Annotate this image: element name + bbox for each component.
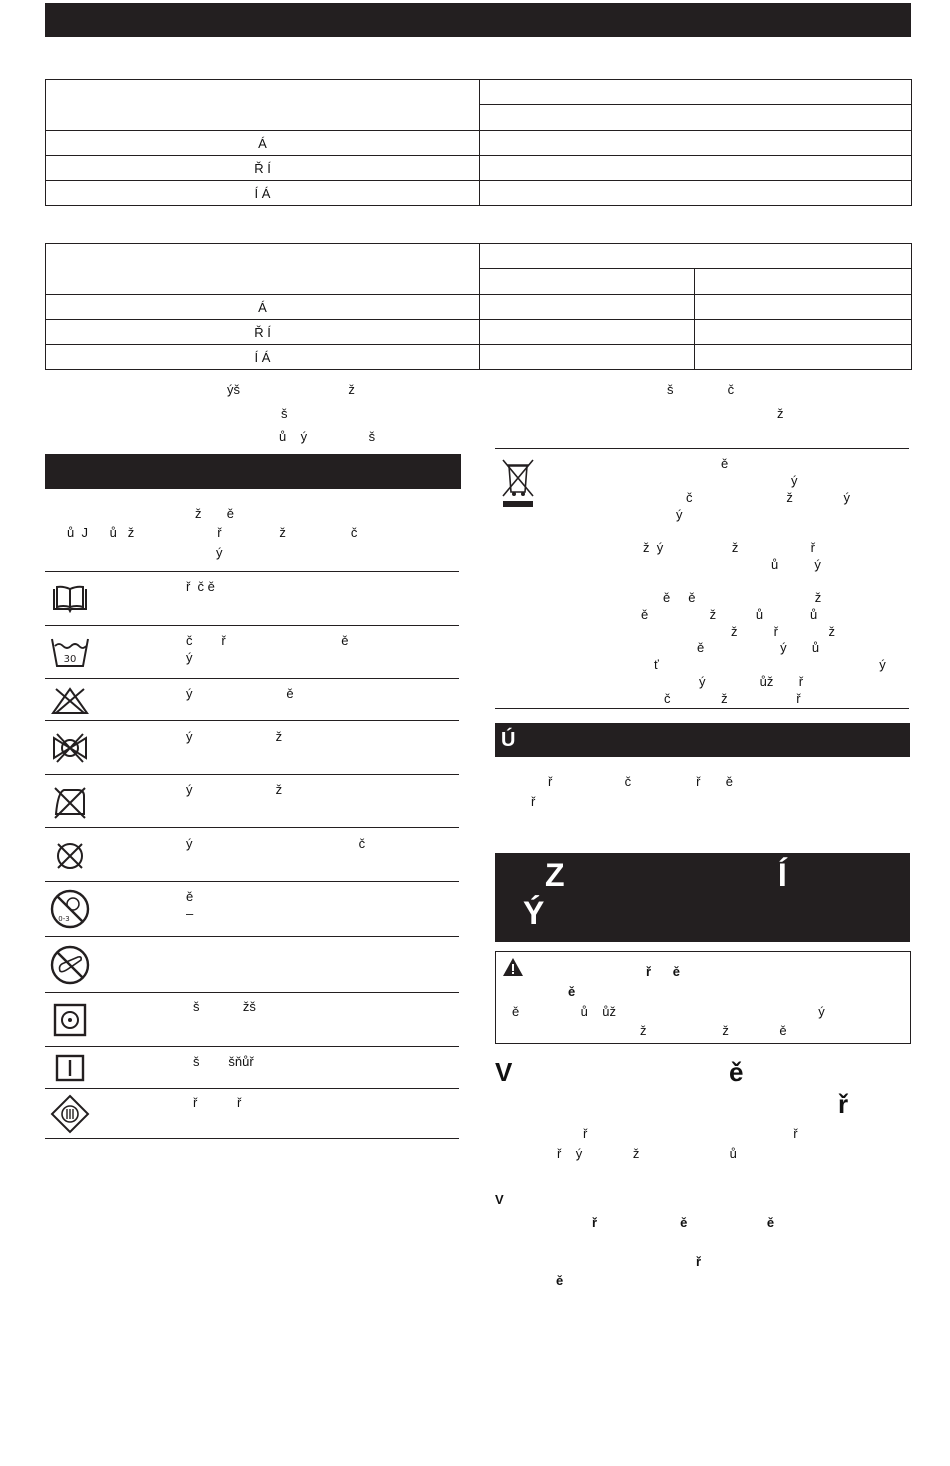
divider bbox=[45, 625, 459, 626]
care-item-text: š šňůř bbox=[193, 1054, 254, 1069]
table2-row-value bbox=[695, 295, 912, 320]
table1-row-value bbox=[480, 156, 912, 181]
table2-row-label: Ř Í bbox=[46, 320, 480, 345]
table2-header-cell bbox=[480, 269, 695, 295]
svg-text:30: 30 bbox=[63, 654, 77, 665]
safety-title-line: Z Í bbox=[545, 857, 787, 893]
body-line: ř ř bbox=[583, 1126, 798, 1141]
care-item-text: š žš bbox=[193, 999, 256, 1014]
divider bbox=[495, 708, 909, 709]
warning-line: ě ů ůž ý bbox=[512, 1004, 825, 1019]
left-paragraph-line: š bbox=[281, 406, 288, 421]
warning-triangle-icon bbox=[502, 957, 524, 980]
divider bbox=[495, 448, 909, 449]
no-dry-clean-icon bbox=[45, 834, 95, 878]
safety-section-bar bbox=[495, 853, 910, 942]
no-safety-pin-icon bbox=[45, 942, 95, 988]
crossed-bin-icon bbox=[500, 456, 536, 508]
class-i-icon bbox=[45, 1050, 95, 1086]
care-item-text: č ř ě ý bbox=[186, 633, 349, 665]
class-ii-icon bbox=[45, 998, 95, 1042]
weee-line: ě bbox=[721, 456, 729, 471]
subheading: V bbox=[495, 1192, 504, 1207]
no-tumble-dry-icon bbox=[45, 726, 95, 770]
table2-row-value bbox=[695, 345, 912, 370]
table1-row-label: Á bbox=[46, 131, 480, 156]
right-paragraph-line: ž bbox=[777, 406, 784, 421]
table1-header-cell bbox=[480, 105, 912, 131]
table2-row-value bbox=[480, 345, 695, 370]
care-item-text: ř č ě bbox=[186, 579, 215, 594]
care-intro-line: ž ě bbox=[195, 506, 235, 521]
no-iron-icon bbox=[45, 780, 95, 824]
table2-row-value bbox=[480, 320, 695, 345]
table1-row-label: Ř Í bbox=[46, 156, 480, 181]
care-item-text: ý ě bbox=[186, 686, 294, 701]
weee-line: ů ý bbox=[771, 557, 821, 572]
spec-table-2 bbox=[45, 243, 912, 370]
divider bbox=[45, 571, 459, 572]
svg-text:0-3: 0-3 bbox=[58, 915, 70, 923]
bold-line: ř bbox=[696, 1254, 702, 1269]
table2-row-label: Á bbox=[46, 295, 480, 320]
weee-line: ý bbox=[791, 473, 798, 488]
section-heading: V ě bbox=[495, 1057, 744, 1087]
purpose-text-line: ř č ř ě bbox=[548, 774, 733, 789]
weee-line: č ž ř bbox=[664, 691, 801, 706]
care-item-text: ě – bbox=[186, 889, 194, 921]
table2-header-cell bbox=[480, 244, 912, 269]
book-icon bbox=[45, 580, 95, 618]
table1-row-value bbox=[480, 181, 912, 206]
bold-line: ě bbox=[556, 1273, 564, 1288]
divider bbox=[45, 678, 459, 679]
weee-line: ž ř ž bbox=[731, 624, 836, 639]
table1-header-cell bbox=[480, 80, 912, 105]
table2-header-cell bbox=[46, 244, 480, 295]
weee-line: ě ý ů bbox=[697, 640, 820, 655]
weee-line: ý ůž ř bbox=[699, 674, 804, 689]
weee-line: ž ý ž ř bbox=[643, 540, 815, 555]
warning-line: ř ě bbox=[646, 964, 680, 979]
warning-line: ž ž ě bbox=[640, 1023, 787, 1038]
table2-row-value bbox=[695, 320, 912, 345]
spec-table-1 bbox=[45, 79, 912, 206]
weee-line: ť ý bbox=[654, 657, 886, 672]
divider bbox=[45, 992, 459, 993]
right-paragraph-line: š č bbox=[667, 382, 735, 397]
weee-line: ě ě ž bbox=[663, 590, 822, 605]
divider bbox=[45, 827, 459, 828]
care-intro-line: ý bbox=[216, 545, 223, 560]
section-heading: ř bbox=[838, 1089, 849, 1119]
weee-line: č ž ý bbox=[686, 490, 850, 505]
table1-header-cell bbox=[46, 80, 480, 131]
table2-row-value bbox=[480, 295, 695, 320]
header-bar bbox=[45, 3, 911, 37]
care-item-text: ý č bbox=[186, 836, 366, 851]
care-section-bar bbox=[45, 454, 461, 489]
divider bbox=[45, 774, 459, 775]
warning-box bbox=[495, 951, 911, 1044]
warning-line: ě bbox=[568, 984, 576, 999]
divider bbox=[45, 720, 459, 721]
divider bbox=[45, 1138, 459, 1139]
class-iii-icon bbox=[45, 1092, 95, 1136]
divider bbox=[45, 881, 459, 882]
table2-row-label: Í Á bbox=[46, 345, 480, 370]
care-intro-line: ů J ů ž ř ž č bbox=[67, 525, 358, 540]
body-line: ř ý ž ů bbox=[557, 1146, 737, 1161]
table1-row-value bbox=[480, 131, 912, 156]
purpose-text-line: ř bbox=[531, 794, 536, 809]
safety-title-line: Ý bbox=[523, 895, 545, 931]
wash-30-icon bbox=[45, 632, 95, 672]
care-item-text: ý ž bbox=[186, 729, 283, 744]
weee-line: ě ž ů ů bbox=[641, 607, 818, 622]
left-paragraph-line: ů ý š bbox=[279, 429, 376, 444]
divider bbox=[45, 1088, 459, 1089]
divider bbox=[45, 1046, 459, 1047]
no-bleach-icon bbox=[45, 682, 95, 718]
table2-header-cell bbox=[695, 269, 912, 295]
table1-row-label: Í Á bbox=[46, 181, 480, 206]
care-item-text: ř ř bbox=[193, 1095, 242, 1110]
divider bbox=[45, 936, 459, 937]
age-0-3-warning-icon bbox=[45, 886, 95, 932]
care-item-text: ý ž bbox=[186, 782, 283, 797]
left-paragraph-line: ýš ž bbox=[227, 382, 355, 397]
weee-line: ý bbox=[676, 507, 683, 522]
purpose-section-bar: Ú bbox=[495, 723, 910, 757]
bold-line: ř ě ě bbox=[592, 1215, 775, 1230]
